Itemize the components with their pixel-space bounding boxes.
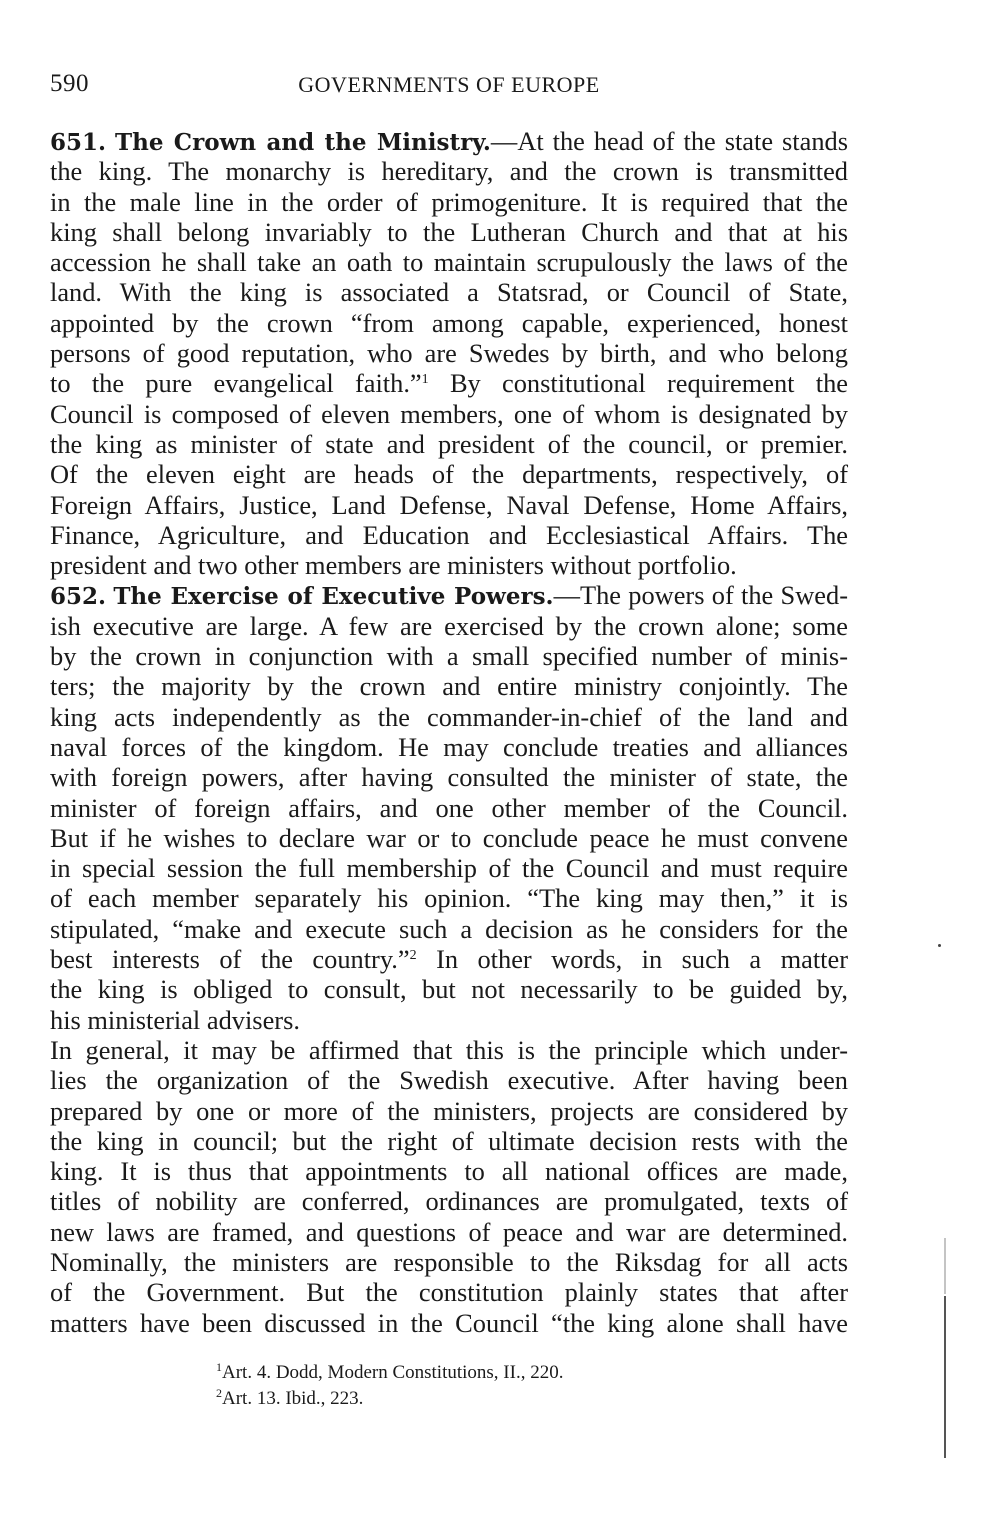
section-title: The Crown and the Ministry.	[114, 129, 491, 156]
paragraph	[50, 1035, 848, 1338]
text-line: land. With the king is associated a Statsrad, or Council of State,	[50, 277, 848, 308]
text-line: stipulated, “make and execute such a decision as he considers for the	[50, 913, 848, 944]
text-line: lies the organization of the Swedish executive. After having been	[50, 1065, 848, 1096]
section-651	[50, 126, 848, 580]
text-line: the king is obliged to consult, but not necessarily to be guided by,	[50, 974, 848, 1005]
scan-margin-mark	[944, 1296, 946, 1458]
footnotes	[216, 1360, 776, 1412]
page-number: 590	[50, 70, 89, 97]
text-line: Of the eleven eight are heads of the departments, respectively, of	[50, 459, 848, 490]
text-line: president and two other members are ministers without portfolio.	[50, 550, 737, 581]
footnote-text: Art. 13. Ibid., 223.	[222, 1388, 364, 1409]
running-title: GOVERNMENTS OF EUROPE	[298, 72, 600, 97]
text-line: his ministerial advisers.	[50, 1004, 300, 1035]
running-head	[50, 70, 848, 104]
footnote-ref: 1	[421, 372, 429, 388]
text-line: by the crown in conjunction with a small specified number of minis-	[50, 641, 848, 672]
footnote	[216, 1360, 776, 1386]
text-line: minister of foreign affairs, and one other member of the Council.	[50, 792, 848, 823]
text-line: the king in council; but the right of ultimate decision rests with the	[50, 1125, 848, 1156]
text-line: with foreign powers, after having consulted the minister of state, the	[50, 762, 848, 793]
section-number: 651.	[50, 129, 107, 156]
text-line: In general, it may be affirmed that this is the principle which under-	[50, 1034, 848, 1065]
text-line: new laws are framed, and questions of peace and war are determined.	[50, 1216, 848, 1247]
footnote-mark: 1	[216, 1360, 222, 1374]
text-line: 651. The Crown and the Ministry.—At the head of the state stands	[50, 126, 848, 156]
text-line: king shall belong invariably to the Lutheran Church and that at his	[50, 216, 848, 247]
scan-speck	[938, 944, 941, 947]
text-line: Finance, Agriculture, and Education and Ecclesiastical Affairs. The	[50, 519, 848, 550]
body-text	[50, 126, 848, 1338]
text-line: king. It is thus that appointments to all national offices are made,	[50, 1156, 848, 1187]
text-line: But if he wishes to declare war or to conclude peace he must convene	[50, 822, 848, 853]
text-line: titles of nobility are conferred, ordinances are promulgated, texts of	[50, 1186, 848, 1217]
section-652	[50, 580, 848, 1034]
text-line: 652. The Exercise of Executive Powers.—The powers of the Swed-	[50, 580, 848, 611]
text-line: best interests of the country.”$^2$ In other words, in such a matter	[50, 944, 848, 975]
footnote-ref: 2	[409, 948, 417, 964]
text-line: persons of good reputation, who are Swedes by birth, and who belong	[50, 338, 848, 369]
text-line: Council is composed of eleven members, one of whom is designated by	[50, 398, 848, 429]
text-line: Foreign Affairs, Justice, Land Defense, Naval Defense, Home Affairs,	[50, 489, 848, 520]
text-line: to the pure evangelical faith.”$^1$ By constitutional requirement the	[50, 368, 848, 399]
text-line: accession he shall take an oath to maintain scrupulously the laws of the	[50, 247, 848, 278]
text-line: matters have been discussed in the Council “the king alone shall have	[50, 1307, 848, 1338]
section-number: 652.	[50, 583, 107, 611]
footnote-text: Art. 4. Dodd, Modern Constitutions, II., 220.	[222, 1362, 564, 1383]
text-line: king acts independently as the commander-in-chief of the land and	[50, 701, 848, 732]
text-line: in special session the full membership of the Council and must require	[50, 853, 848, 884]
scan-margin-mark	[944, 1238, 946, 1294]
text-line: the king. The monarchy is hereditary, and the crown is transmitted	[50, 156, 848, 187]
text-line: prepared by one or more of the ministers, projects are considered by	[50, 1095, 848, 1126]
footnote	[216, 1386, 776, 1412]
text-line: ters; the majority by the crown and entire ministry conjointly. The	[50, 671, 848, 702]
text-line: of the Government. But the constitution plainly states that after	[50, 1277, 848, 1308]
text-line: ish executive are large. A few are exercised by the crown alone; some	[50, 610, 848, 641]
section-title: The Exercise of Executive Powers.	[113, 583, 554, 611]
text-line: naval forces of the kingdom. He may conclude treaties and alliances	[50, 731, 848, 762]
text-line: of each member separately his opinion. “The king may then,” it is	[50, 883, 848, 914]
footnote-mark: 2	[216, 1386, 222, 1400]
text-line: in the male line in the order of primogeniture. It is required that the	[50, 186, 848, 217]
text-line: Nominally, the ministers are responsible to the Riksdag for all acts	[50, 1246, 848, 1277]
text-line: the king as minister of state and president of the council, or premier.	[50, 428, 848, 459]
text-line: appointed by the crown “from among capable, experienced, honest	[50, 307, 848, 338]
